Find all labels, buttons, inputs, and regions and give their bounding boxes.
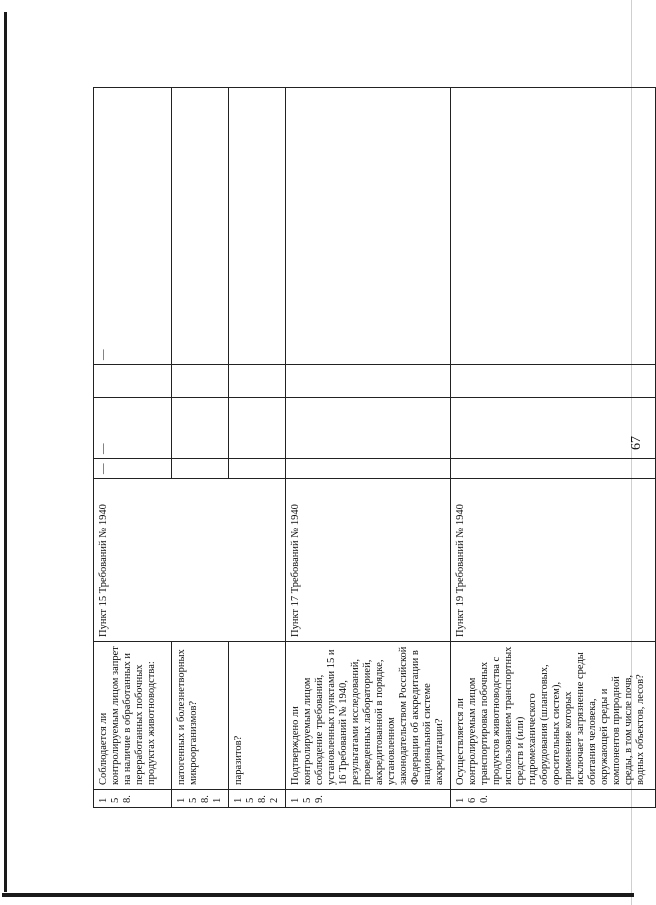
answer-yes-cell [172, 459, 229, 479]
row-number: 159. [286, 790, 451, 808]
question-cell: патогенных и болезнетворных микроорганизмов? [172, 642, 229, 790]
answer-na-cell [451, 365, 656, 398]
answer-yes-cell: — [94, 459, 172, 479]
scan-edge-left [4, 12, 7, 892]
note-cell [286, 88, 451, 365]
answer-yes-cell [229, 459, 286, 479]
requirements-table [93, 87, 656, 808]
note-cell [172, 88, 229, 365]
note-cell [229, 88, 286, 365]
question-cell: Соблюдается ли контролируемым лицом запрет на наличие в обработанных и переработанных побочных продуктах животноводства: [94, 642, 172, 790]
table-row [451, 88, 656, 808]
scan-edge-bottom [2, 893, 634, 897]
question-cell: паразитов? [229, 642, 286, 790]
note-cell [451, 88, 656, 365]
table-row [229, 88, 286, 808]
reference-cell: Пункт 15 Требований № 1940 [94, 479, 286, 642]
row-number: 160. [451, 790, 656, 808]
answer-na-cell [229, 365, 286, 398]
row-number: 158.2 [229, 790, 286, 808]
answer-yes-cell [286, 459, 451, 479]
answer-na-cell [94, 365, 172, 398]
reference-cell: Пункт 19 Требований № 1940 [451, 479, 656, 642]
question-cell: Осуществляется ли контролируемым лицом транспортировка побочных продуктов животноводства с использованием транспортных средств и (или) гидромеханического оборудования (шланговых, оросительных систем), применение которых исключает загрязнение среды обитания человека, окружающей среды и компонентов природной среды, в том числе почв, водных объектов, лесов? [451, 642, 656, 790]
answer-na-cell [286, 365, 451, 398]
answer-no-cell [286, 398, 451, 459]
row-number: 158.1 [172, 790, 229, 808]
answer-na-cell [172, 365, 229, 398]
answer-no-cell [172, 398, 229, 459]
answer-no-cell: — [94, 398, 172, 459]
answer-yes-cell [451, 459, 656, 479]
answer-no-cell [451, 398, 656, 459]
page-number-text: 67 [629, 436, 644, 450]
answer-no-cell [229, 398, 286, 459]
question-cell: Подтверждено ли контролируемым лицом соблюдение требований, установленных пунктами 15 и 16 Требований № 1940, результатами исследований, проведенных лабораторией, аккредитованной в порядке, установленном законодательством Российской Федерации об аккредитации в национальной системе аккредитации? [286, 642, 451, 790]
note-cell: — [94, 88, 172, 365]
reference-cell: Пункт 17 Требований № 1940 [286, 479, 451, 642]
table-row [172, 88, 229, 808]
row-number: 158. [94, 790, 172, 808]
table-row [286, 88, 451, 808]
table-row [94, 88, 172, 808]
